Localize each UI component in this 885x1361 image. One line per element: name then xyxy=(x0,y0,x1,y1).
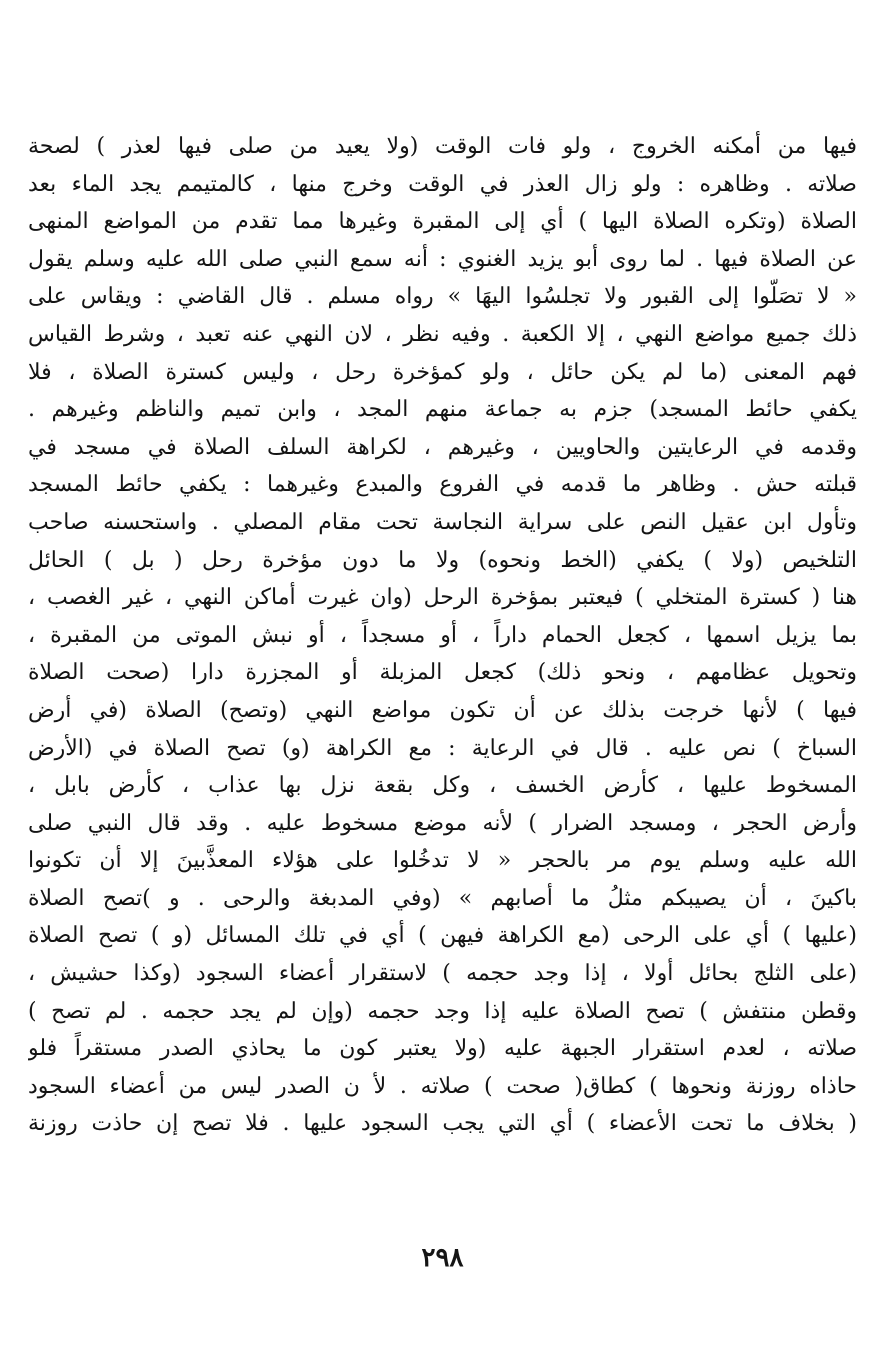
text-line: التلخيص (ولا ) يكفي (الخط ونحوه) ولا ما دون مؤخرة رحل ( بل ) الحائل xyxy=(28,547,857,573)
text-line: بما يزيل اسمها ، كجعل الحمام داراً ، أو مسجداً ، أو نبش الموتى من المقبرة ، xyxy=(28,622,857,648)
text-line: صلاته . وظاهره : ولو زال العذر في الوقت وخرج منها ، كالمتيمم يجد الماء بعد xyxy=(28,171,857,197)
text-line: وتحويل عظامهم ، ونحو ذلك) كجعل المزبلة أو المجزرة دارا (صحت الصلاة xyxy=(28,660,857,686)
text-line: وقطن منتفش ) تصح الصلاة عليه إذا وجد حجمه (وإن لم يجد حجمه . لم تصح ) xyxy=(28,998,857,1024)
text-line: قبلته حش . وظاهر ما قدمه في الفروع والمبدع وغيرهما : يكفي حائط المسجد xyxy=(28,472,857,498)
text-line: وتأول ابن عقيل النص على سراية النجاسة تحت مقام المصلي . واستحسنه صاحب xyxy=(28,509,857,535)
text-line: باكينَ ، أن يصيبكم مثلُ ما أصابهم » (وفي المدبغة والرحى . و )تصح الصلاة xyxy=(28,885,857,911)
body-text xyxy=(28,128,857,1143)
text-line: فيها من أمكنه الخروج ، ولو فات الوقت (ولا يعيد من صلى فيها لعذر ) لصحة xyxy=(28,134,857,159)
text-line: وقدمه في الرعايتين والحاويين ، وغيرهم ، لكراهة السلف الصلاة في مسجد في xyxy=(28,434,857,460)
text-line: وأرض الحجر ، ومسجد الضرار ) لأنه موضع مسخوط عليه . وقد قال النبي صلى xyxy=(28,810,857,836)
text-line: عن الصلاة فيها . لما روى أبو يزيد الغنوي : أنه سمع النبي صلى الله عليه وسلم يقول xyxy=(28,246,857,272)
text-line: ذلك جميع مواضع النهي ، إلا الكعبة . وفيه نظر ، لان النهي عنه تعبد ، وشرط القياس xyxy=(28,321,857,347)
text-line: (على الثلج بحائل أولا ، إذا وجد حجمه ) لاستقرار أعضاء السجود (وكذا حشيش ، xyxy=(28,961,857,987)
text-line: « لا تصَلّوا إلى القبور ولا تجلسُوا اليهَا » رواه مسلم . قال القاضي : ويقاس على xyxy=(28,284,857,310)
text-line: ( بخلاف ما تحت الأعضاء ) أي التي يجب السجود عليها . فلا تصح إن حاذت روزنة xyxy=(28,1111,857,1137)
page-number: ٢٩٨ xyxy=(421,1243,464,1273)
text-line: الله عليه وسلم يوم مر بالحجر « لا تدخُلوا على هؤلاء المعذَّبينَ إلا أن تكونوا xyxy=(28,848,857,874)
text-line: صلاته ، لعدم استقرار الجبهة عليه (ولا يعتبر كون ما يحاذي الصدر مستقراً فلو xyxy=(28,1036,857,1062)
text-line: المسخوط عليها ، كأرض الخسف ، وكل بقعة نزل بها عذاب ، كأرض بابل ، xyxy=(28,773,857,799)
text-line: الصلاة (وتكره الصلاة اليها ) أي إلى المقبرة وغيرها مما تقدم من المواضع المنهى xyxy=(28,209,857,235)
text-line: السباخ ) نص عليه . قال في الرعاية : مع الكراهة (و) تصح الصلاة في (الأرض xyxy=(28,735,857,761)
text-line: فيها ) لأنها خرجت بذلك عن أن تكون مواضع النهي (وتصح) الصلاة (في أرض xyxy=(28,697,857,723)
text-line: (عليها ) أي على الرحى (مع الكراهة فيهن ) أي في تلك المسائل (و ) تصح الصلاة xyxy=(28,923,857,949)
text-line: فهم المعنى (ما لم يكن حائل ، ولو كمؤخرة رحل ، وليس كسترة الصلاة ، فلا xyxy=(28,359,857,385)
text-line: هنا ( كسترة المتخلي ) فيعتبر بمؤخرة الرحل (وان غيرت أماكن النهي ، غير الغصب ، xyxy=(28,585,857,611)
text-line: حاذاه روزنة ونحوها ) كطاق( صحت ) صلاته . لأ ن الصدر ليس من أعضاء السجود xyxy=(28,1073,857,1099)
text-line: يكفي حائط المسجد) جزم به جماعة منهم المجد ، وابن تميم والناظم وغيرهم . xyxy=(28,397,857,423)
